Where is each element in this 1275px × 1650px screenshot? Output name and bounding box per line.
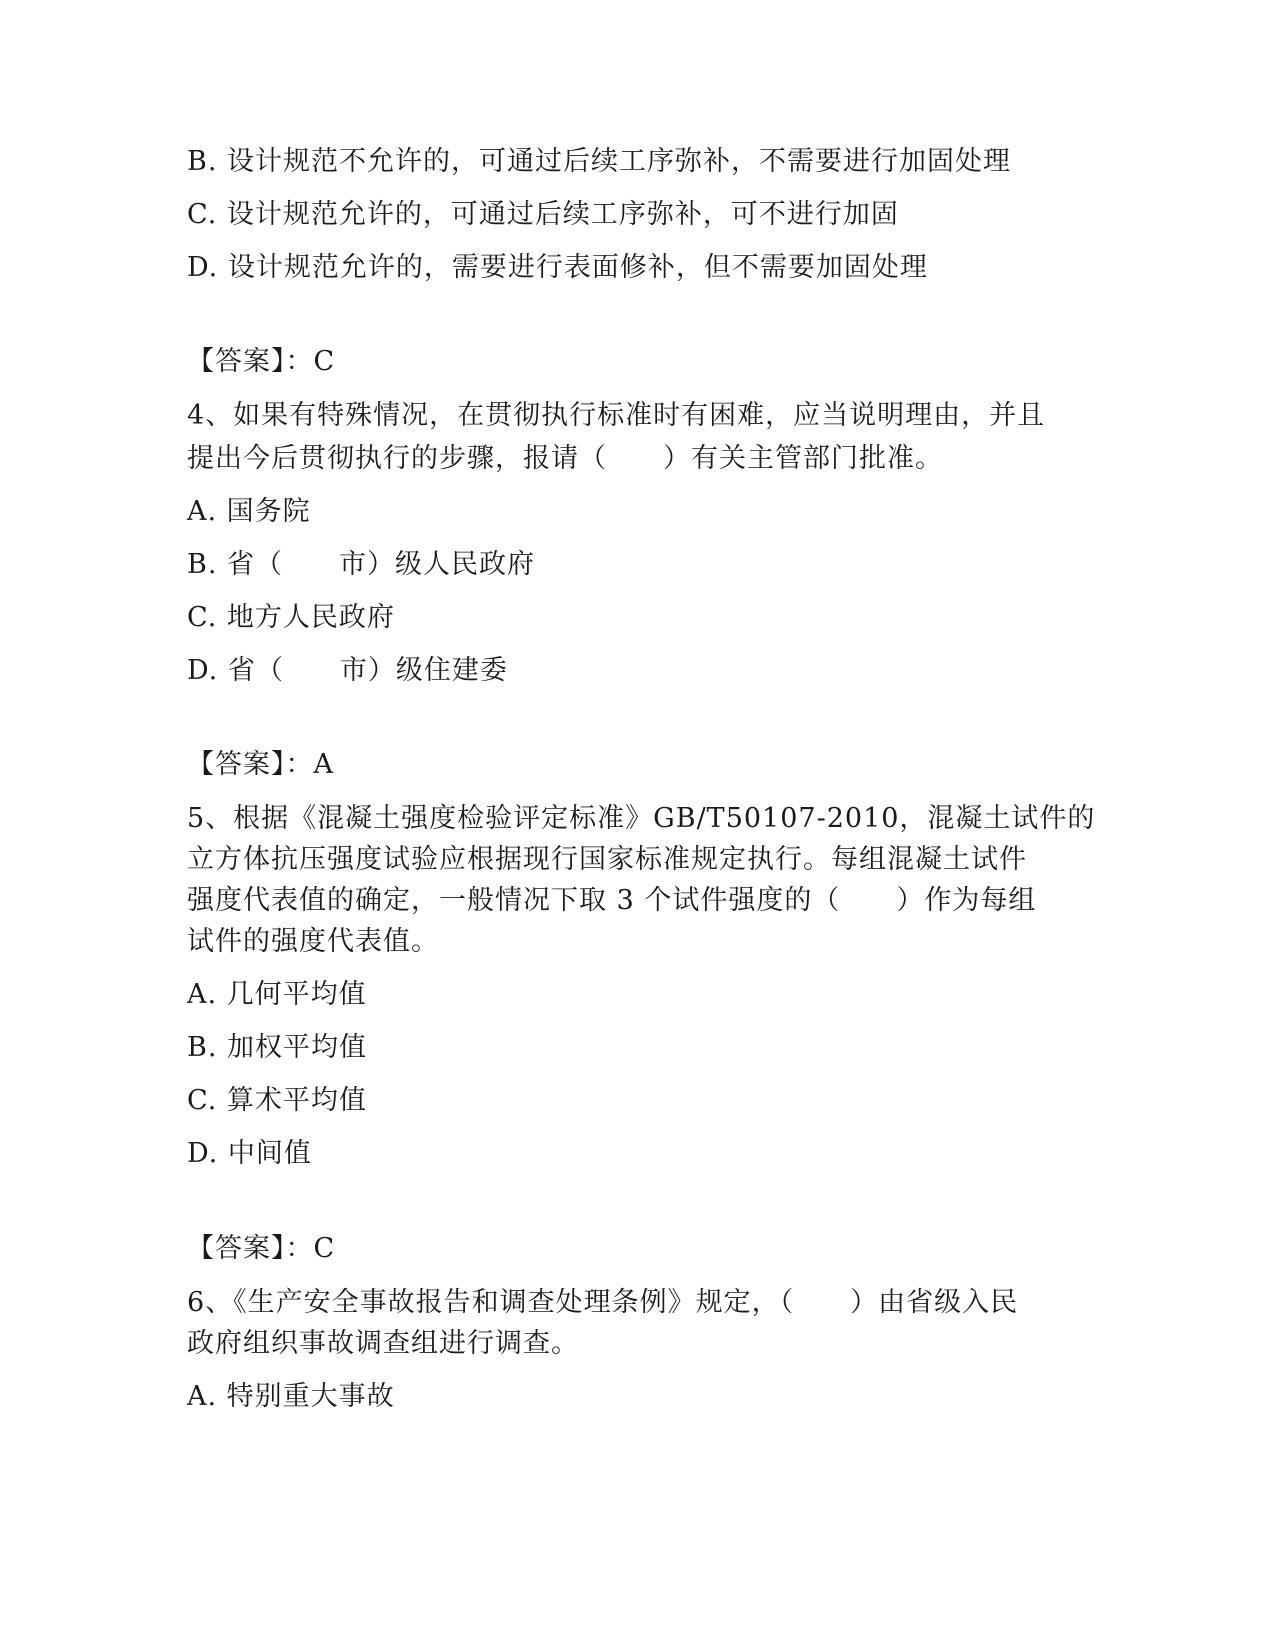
q5-option-b: B. 加权平均值 [187, 1032, 368, 1063]
q5-option-a: A. 几何平均值 [187, 979, 367, 1010]
q3-option-b: B. 设计规范不允许的，可通过后续工序弥补，不需要进行加固处理 [187, 146, 1012, 177]
q4-stem-line1: 4、如果有特殊情况，在贯彻执行标准时有困难，应当说明理由，并且 [187, 400, 1046, 431]
q5-option-d: D. 中间值 [187, 1138, 312, 1169]
q5-stem-line1: 5、根据《混凝土强度检验评定标准》GB/T50107-2010，混凝土试件的 [187, 803, 1096, 834]
q5-option-c: C. 算术平均值 [187, 1085, 367, 1116]
q6-option-a: A. 特别重大事故 [187, 1381, 395, 1412]
q3-option-c: C. 设计规范允许的，可通过后续工序弥补，可不进行加固 [187, 199, 899, 230]
q3-answer: 【答案】：C [187, 346, 336, 377]
q5-stem-line3: 强度代表值的确定，一般情况下取 3 个试件强度的（ ）作为每组 [187, 885, 1037, 916]
q4-answer: 【答案】：A [187, 749, 334, 780]
q4-option-d: D. 省（ 市）级住建委 [187, 655, 508, 686]
q5-stem-line2: 立方体抗压强度试验应根据现行国家标准规定执行。每组混凝土试件 [187, 844, 1027, 875]
q5-stem-line4: 试件的强度代表值。 [187, 926, 439, 957]
q4-option-a: A. 国务院 [187, 496, 311, 527]
q6-stem-line2: 政府组织事故调查组进行调查。 [187, 1328, 579, 1359]
q5-answer: 【答案】：C [187, 1233, 336, 1264]
q6-stem-line1: 6、《生产安全事故报告和调查处理条例》规定，（ ）由省级入民 [187, 1287, 1019, 1318]
q4-option-b: B. 省（ 市）级人民政府 [187, 549, 536, 580]
q4-stem-line2: 提出今后贯彻执行的步骤，报请（ ）有关主管部门批准。 [187, 443, 943, 474]
q4-option-c: C. 地方人民政府 [187, 602, 395, 633]
q3-option-d: D. 设计规范允许的，需要进行表面修补，但不需要加固处理 [187, 252, 928, 283]
